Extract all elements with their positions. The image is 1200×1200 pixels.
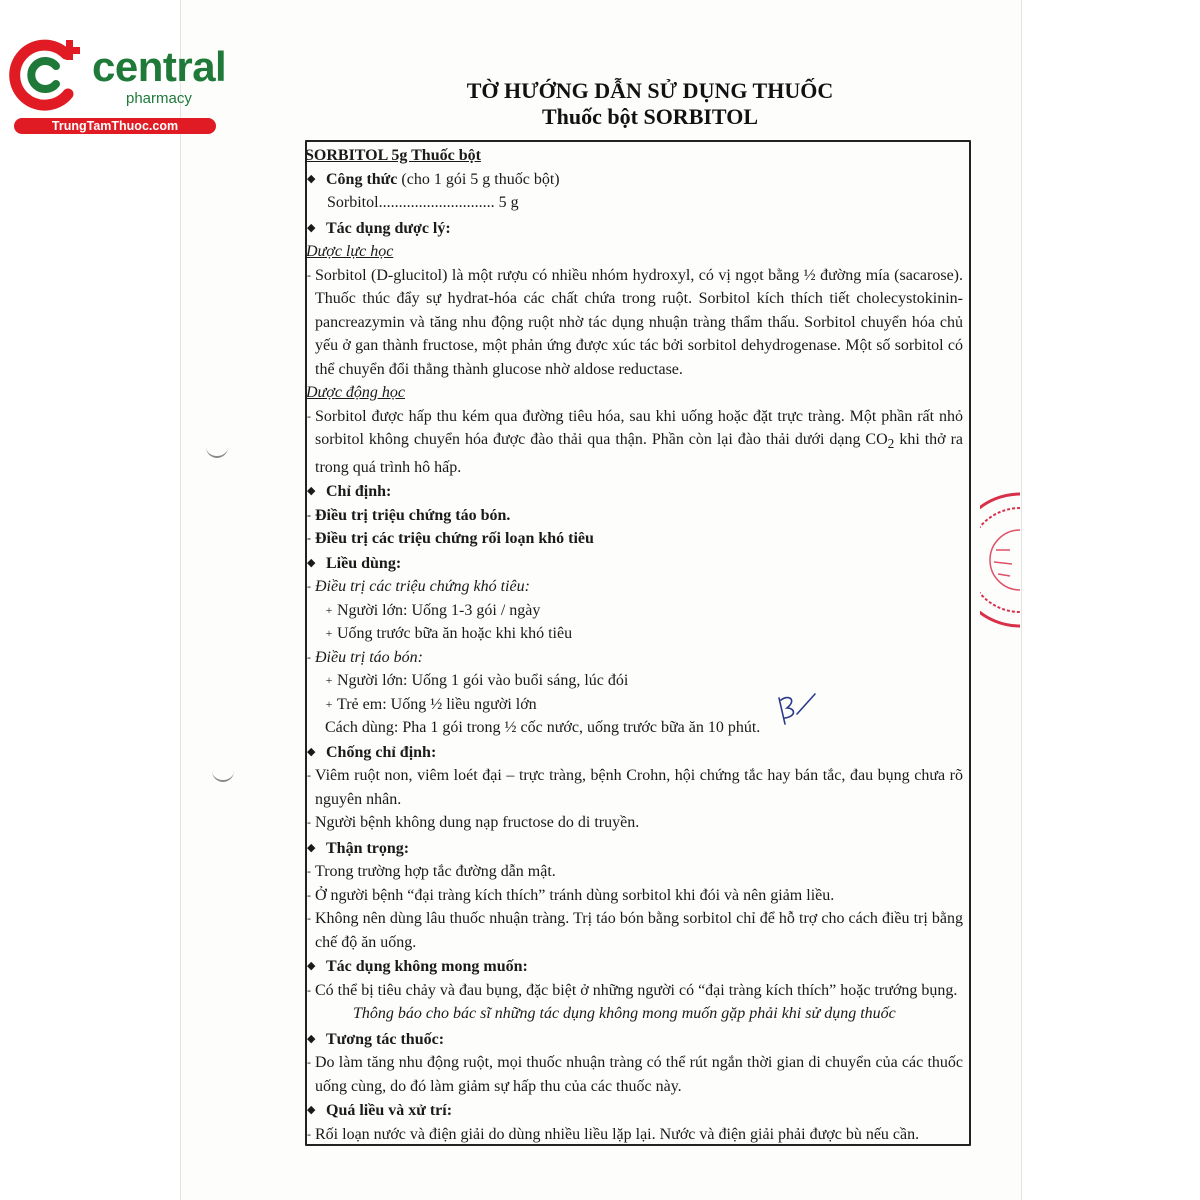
dash-bullet: -: [307, 267, 311, 282]
pharma-section: [303, 217, 963, 241]
list-item: + Người lớn: Uống 1-3 gói / ngày: [303, 599, 963, 623]
logo-c-cross-icon: [8, 38, 88, 112]
product-title: SORBITOL 5g Thuốc bột: [305, 147, 481, 164]
logo-brand-sub: pharmacy: [126, 90, 192, 107]
list-item: - Điều trị các triệu chứng rối loạn khó tiêu: [303, 527, 963, 551]
leaflet-content: [303, 144, 963, 1146]
pharma-heading: Tác dụng dược lý:: [326, 219, 451, 237]
red-stamp-icon: [980, 490, 1020, 630]
plus-bullet: +: [325, 696, 333, 711]
list-item: - Điều trị triệu chứng táo bón.: [303, 504, 963, 528]
formula-note: (cho 1 gói 5 g thuốc bột): [401, 170, 560, 188]
document-subtitle: Thuốc bột SORBITOL: [541, 104, 758, 129]
list-item: - Có thể bị tiêu chảy và đau bụng, đặc biệt ở những người có “đại tràng kích thích” hoặc trướng bụng.: [307, 981, 958, 999]
diamond-bullet-icon: ◆: [307, 221, 316, 234]
interactions-section: [303, 1028, 963, 1052]
list-item: - Ở người bệnh “đại tràng kích thích” tránh dùng sorbitol khi đói và nên giảm liều.: [307, 886, 835, 904]
dosage-group-1: - Điều trị các triệu chứng khó tiêu:: [303, 575, 963, 599]
indications-section: [303, 480, 963, 504]
list-item: + Người lớn: Uống 1 gói vào buổi sáng, lúc đói: [303, 669, 963, 693]
precautions-section: [303, 837, 963, 861]
pharmacokinetics-item: [303, 405, 963, 480]
dosage-group-1-label: Điều trị các triệu chứng khó tiêu:: [315, 578, 530, 596]
side-effects-heading: Tác dụng không mong muốn:: [326, 958, 528, 976]
side-effects-notice: Thông báo cho bác sĩ những tác dụng không mong muốn gặp phải khi sử dụng thuốc: [353, 1005, 896, 1023]
pharmacodynamics-item: [303, 264, 963, 382]
diamond-bullet-icon: ◆: [307, 841, 316, 854]
indication-text: Điều trị các triệu chứng rối loạn khó tiêu: [315, 530, 594, 548]
precautions-heading: Thận trọng:: [326, 839, 410, 857]
dosage-usage: Cách dùng: Pha 1 gói trong ½ cốc nước, uống trước bữa ăn 10 phút.: [325, 719, 761, 737]
dosage-group-2-label: Điều trị táo bón:: [315, 648, 423, 666]
diamond-bullet-icon: ◆: [307, 960, 316, 973]
diamond-bullet-icon: ◆: [307, 1104, 316, 1117]
interactions-heading: Tương tác thuốc:: [326, 1030, 445, 1048]
pharmacokinetics-label: Dược động học: [306, 384, 406, 401]
list-item: + Uống trước bữa ăn hoặc khi khó tiêu: [303, 622, 963, 646]
contraindications-section: [303, 741, 963, 765]
diamond-bullet-icon: ◆: [307, 745, 316, 758]
diamond-bullet-icon: ◆: [307, 485, 316, 498]
pharmacodynamics-text: Sorbitol (D-glucitol) là một rượu có nhiều nhóm hydroxyl, có vị ngọt bằng ½ đường mía (sacarose). Thuốc thúc đẩy sự hydrat-hóa các chất chứa trong ruột. Sorbitol kích thích tiết cholecystokinin-pancreazymin và tăng nhu động ruột nhờ tác dụng nhuận tràng thẩm thấu. Sorbitol chuyển hóa chủ yếu ở gan thành fructose, một phản ứng được xúc tác bởi sorbitol dehydrogenase. Một số sorbitol có thể chuyển đổi thẳng thành glucose nhờ aldose reductase.: [315, 266, 963, 378]
dash-bullet: -: [307, 408, 311, 423]
formula-line: Sorbitol............................. 5 g: [327, 194, 519, 211]
formula-heading: Công thức: [326, 170, 398, 188]
overdose-heading: Quá liều và xử trí:: [326, 1102, 453, 1120]
list-item: - Rối loạn nước và điện giải do dùng nhiều liều lặp lại. Nước và điện giải phải được bù nếu cần.: [307, 1125, 920, 1143]
plus-bullet: +: [325, 602, 333, 617]
central-pharmacy-logo[interactable]: [8, 38, 227, 138]
pharmacokinetics-text: Sorbitol được hấp thu kém qua đường tiêu hóa, sau khi uống hoặc đặt trực tràng. Một phần rất nhỏ sorbitol không chuyển hóa được đào thải qua thận. Phần còn lại đào thải dưới dạng CO: [315, 407, 963, 448]
pharmacokinetics-subscript: 2: [887, 436, 895, 452]
indications-heading: Chỉ định:: [326, 483, 392, 501]
signature-icon: [775, 690, 820, 730]
dosage-heading: Liều dùng:: [326, 554, 402, 572]
pharmacodynamics-label: Dược lực học: [306, 243, 394, 260]
list-item: - Không nên dùng lâu thuốc nhuận tràng. Trị táo bón bằng sorbitol chỉ để hỗ trợ cho cách điều trị bằng chế độ ăn uống.: [307, 910, 963, 951]
list-item: - Do làm tăng nhu động ruột, mọi thuốc nhuận tràng có thể rút ngắn thời gian di chuyển của các thuốc uống cùng, do đó làm giảm sự hấp thu của các thuốc này.: [307, 1054, 963, 1095]
plus-bullet: +: [325, 626, 333, 641]
contraindications-heading: Chống chỉ định:: [326, 743, 437, 761]
dosage-section: [303, 552, 963, 576]
plus-bullet: +: [325, 673, 333, 688]
diamond-bullet-icon: ◆: [307, 172, 316, 185]
dosage-group-2: - Điều trị táo bón:: [303, 646, 963, 670]
overdose-section: [303, 1099, 963, 1123]
logo-site-url[interactable]: TrungTamThuoc.com: [14, 118, 216, 134]
list-item: - Người bệnh không dung nạp fructose do di truyền.: [307, 814, 640, 832]
indication-text: Điều trị triệu chứng táo bón.: [315, 506, 511, 524]
side-effects-section: [303, 955, 963, 979]
list-item: - Trong trường hợp tắc đường dẫn mật.: [307, 863, 556, 881]
diamond-bullet-icon: ◆: [307, 556, 316, 569]
pharmacokinetics-text-end: khi thở ra trong quá trình hô hấp.: [315, 431, 964, 476]
diamond-bullet-icon: ◆: [307, 1032, 316, 1045]
logo-brand-name: central: [92, 43, 227, 90]
list-item: - Viêm ruột non, viêm loét đại – trực tràng, bệnh Crohn, hội chứng tắc hay bán tắc, đau bụng chưa rõ nguyên nhân.: [307, 767, 963, 808]
formula-section: [303, 168, 963, 192]
document-title: TỜ HƯỚNG DẪN SỬ DỤNG THUỐC: [466, 78, 834, 103]
list-item: + Trẻ em: Uống ½ liều người lớn: [303, 693, 963, 717]
